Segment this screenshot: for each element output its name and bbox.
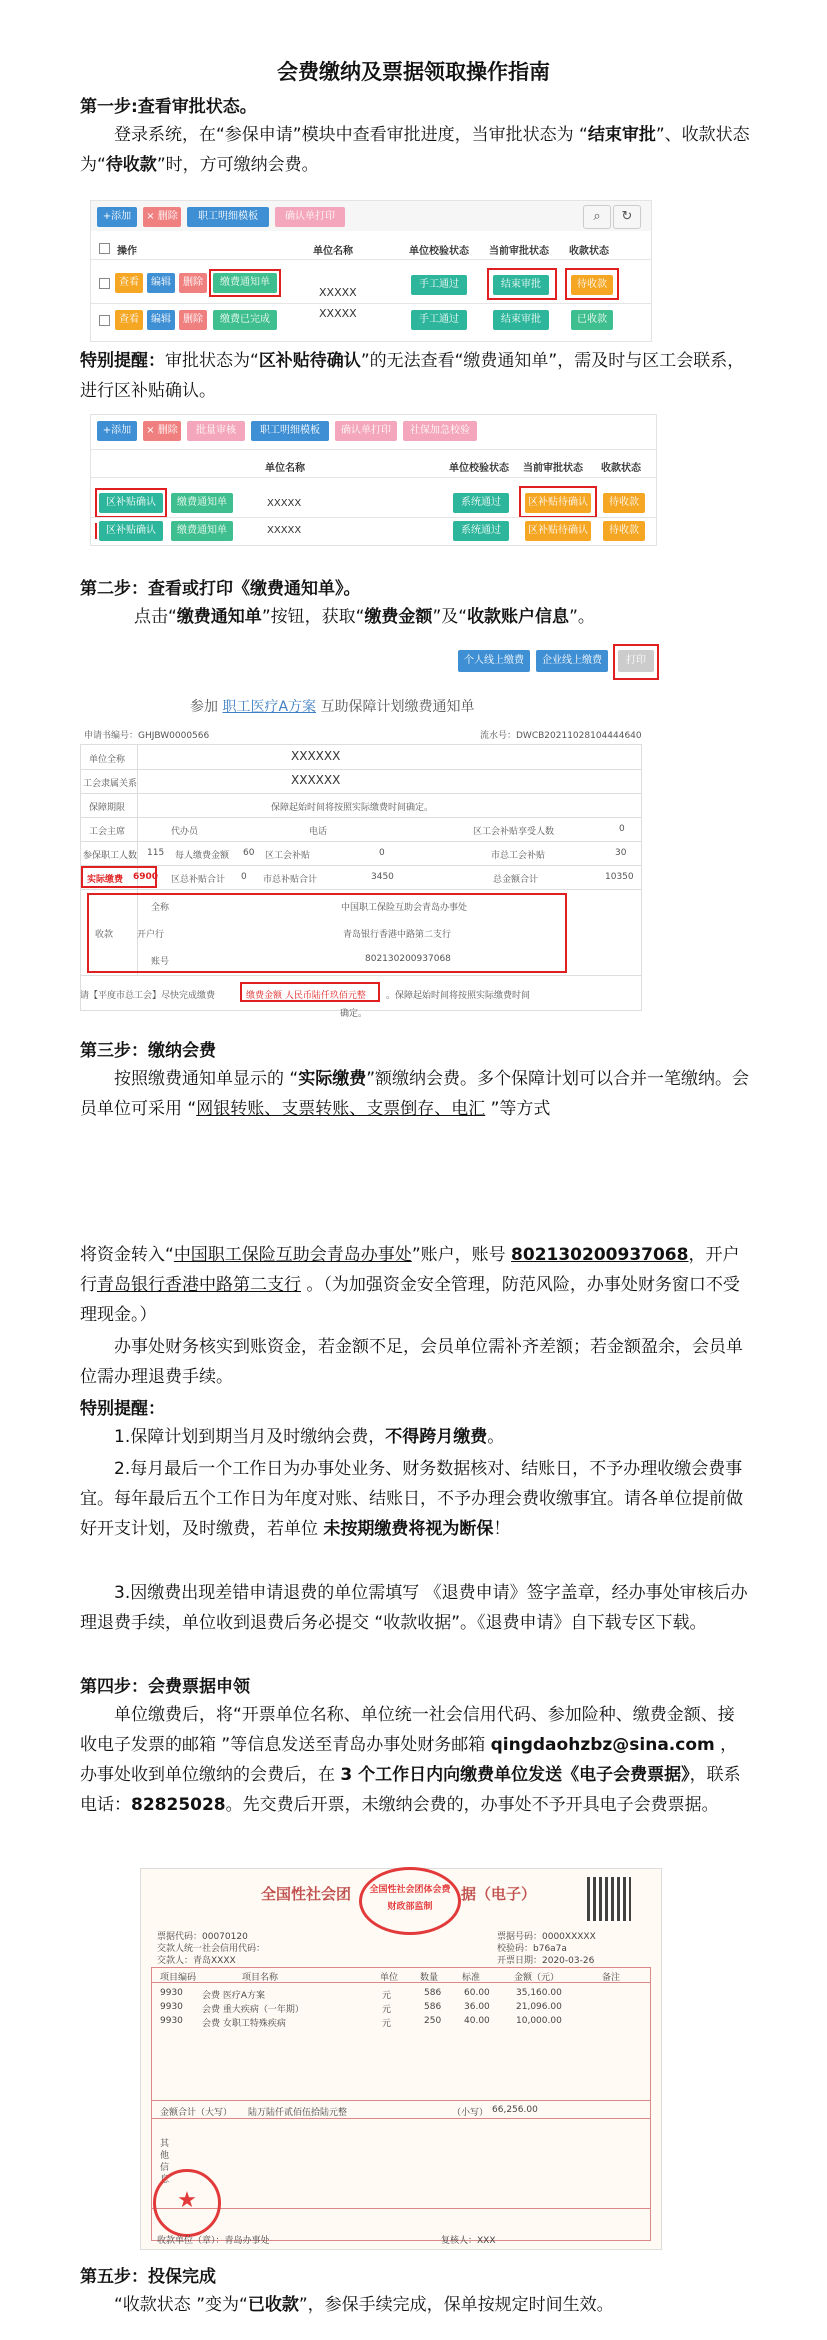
step3-heading: 第三步：缴纳会费 (80, 1041, 216, 1061)
add-button[interactable]: +添加 (97, 207, 137, 227)
print-button[interactable]: 打印 (618, 650, 654, 672)
per-person-label: 每人缴费金额 (175, 851, 230, 861)
note-item-2: 2.每月最后一个工作日为办事处业务、财务数据核对、结账日，不予办理收缴会费事宜。每年最后五个工作日为年度对账、结账日，不予办理会费收缴事宜。请各单位提前做好开支计划，及时缴费，若单位 未按期缴费将视为断保！ (80, 1459, 743, 1539)
subsidy-confirm-button[interactable]: 区补贴确认 (99, 493, 163, 513)
edit-button[interactable]: 编辑 (147, 310, 175, 330)
approval-status-badge: 结束审批 (493, 310, 549, 330)
city-total-label: 市总补贴合计 (263, 875, 318, 885)
item-name: 会费 重大疾病（一年期） (202, 2005, 304, 2015)
step3-paragraph2: 将资金转入“中国职工保险互助会青岛办事处”账户，账号 802130200937068，开户行青岛银行香港中路第二支行 。（为加强资金安全管理，防范风险，办事处财务窗口不受理现金。） (80, 1245, 740, 1325)
col-header: 金额（元） (514, 1973, 560, 1983)
district-total-value: 0 (241, 872, 247, 882)
view-button[interactable]: 查看 (115, 273, 143, 293)
qr-code-icon (587, 1877, 631, 1921)
step4-paragraph: 单位缴费后，将“开票单位名称、单位统一社会信用代码、参加险种、缴费金额、接收电子发票的邮箱 ”等信息发送至青岛办事处财务邮箱 qingdaohzbz@sina.com ，办事处收到单位缴纳的会费后，在 3 个工作日内向缴费单位发送《电子会费票据》，联系电话：82825028。先交费后开票，未缴纳会费的，办事处不予开具电子会费票据。 (80, 1705, 741, 1815)
application-no: 申请书编号：GHJBW0000566 (84, 731, 210, 741)
unit-name: XXXXX (267, 525, 302, 536)
invoice-number: 票据号码：0000XXXXX (497, 1932, 596, 1942)
item-amount: 21,096.00 (516, 2002, 562, 2012)
period-value: 保障起始时间将按照实际缴费时间确定。 (271, 803, 434, 813)
payment-status-badge: 待收款 (571, 275, 613, 295)
insured-count-label: 参保职工人数 (83, 851, 138, 861)
agent-label: 代办员 (171, 827, 199, 837)
staff-template-button[interactable]: 职工明细模板 (251, 421, 329, 441)
col-header: 数量 (420, 1973, 439, 1983)
refresh-icon[interactable]: ↻ (613, 205, 641, 229)
print-confirm-button[interactable]: 确认单打印 (335, 421, 397, 441)
item-code: 9930 (160, 2002, 183, 2012)
subsidy-count-label: 区工会补贴享受人数 (473, 827, 555, 837)
note-item-1: 1.保障计划到期当月及时缴纳会费，不得跨月缴费。 (114, 1427, 505, 1447)
item-name: 会费 医疗A方案 (202, 1991, 266, 2001)
district-subsidy-label: 区工会补贴 (265, 851, 311, 861)
unit-value: XXXXXX (291, 749, 341, 763)
note-item-3: 3.因缴费出现差错申请退费的单位需填写 《退费申请》签字盖章，经办事处审核后办理退费手续，单位收到退费后务必提交 “收款收据”。《退费申请》自下载专区下载。 (80, 1583, 748, 1633)
payment-status-badge: 待收款 (603, 521, 645, 541)
item-qty: 586 (424, 2002, 442, 2012)
add-button[interactable]: +添加 (97, 421, 137, 441)
subsidy-list-screenshot (90, 414, 657, 546)
check-status-badge: 系统通过 (453, 521, 509, 541)
delete-button[interactable]: × 删除 (143, 421, 181, 441)
notice-footer-amount: 缴费金额 人民币陆仟玖佰元整 (246, 991, 366, 1001)
col-header: 操作 (117, 246, 137, 257)
item-name: 会费 女职工特殊疾病 (202, 2019, 286, 2029)
batch-review-button[interactable]: 批量审核 (187, 421, 245, 441)
step3-paragraph1: 按照缴费通知单显示的 “实际缴费”额缴纳会费。多个保障计划可以合并一笔缴纳。会员单位可采用 “网银转账、支票转账、支票倒存、电汇 ”等方式 (80, 1069, 750, 1119)
phone-label: 电话 (309, 827, 328, 837)
step4-heading: 第四步：会费票据申领 (80, 1677, 250, 1697)
view-button[interactable]: 查看 (115, 310, 143, 330)
check-code: 校验码：b76a7a (497, 1944, 567, 1954)
e-invoice-image (140, 1868, 662, 2250)
city-subsidy-label: 市总工会补贴 (491, 851, 546, 861)
item-price: 36.00 (464, 2002, 490, 2012)
print-confirm-button[interactable]: 确认单打印 (275, 207, 345, 227)
company-pay-button[interactable]: 企业线上缴费 (536, 650, 608, 672)
per-person-value: 60 (243, 848, 255, 858)
col-header: 备注 (602, 1973, 621, 1983)
memo-label: 其他信息 (160, 2139, 170, 2185)
notice-footer-a: 请【平度市总工会】尽快完成缴费 (80, 991, 216, 1001)
col-header: 单位 (380, 1973, 399, 1983)
row-delete-button[interactable]: 删除 (179, 310, 207, 330)
actual-payment-value: 6900 (133, 872, 159, 882)
district-total-label: 区总补贴合计 (171, 875, 226, 885)
item-unit: 元 (382, 2019, 392, 2029)
row-delete-button[interactable]: 删除 (179, 273, 207, 293)
personal-pay-button[interactable]: 个人线上缴费 (458, 650, 530, 672)
invoice-title-b: 据（电子） (461, 1885, 537, 1903)
notice-title: 参加 职工医疗A方案 互助保障计划缴费通知单 (190, 699, 475, 715)
check-status-badge: 手工通过 (411, 310, 467, 330)
invoice-table (151, 1967, 651, 2241)
chairman-label: 工会主席 (89, 827, 126, 837)
finance-seal: 全国性社会团体会费 财政部监制 (359, 1867, 461, 1935)
payment-status-badge: 待收款 (603, 493, 645, 513)
step3-note-heading: 特别提醒： (80, 1399, 165, 1419)
invoice-code: 票据代码：00070120 (157, 1932, 248, 1942)
col-header: 项目名称 (242, 1973, 279, 1983)
select-all-checkbox[interactable] (99, 243, 110, 254)
step1-note: 特别提醒：审批状态为“区补贴待确认”的无法查看“缴费通知单”，需及时与区工会联系，进行区补贴确认。 (80, 351, 745, 401)
total-lower-label: （小写） (452, 2108, 489, 2118)
serial-no: 流水号：DWCB20211028104444640 (480, 731, 642, 741)
step2-paragraph: 点击“缴费通知单”按钮，获取“缴费金额”及“收款账户信息”。 (134, 607, 595, 627)
social-urgent-check-button[interactable]: 社保加急校验 (403, 421, 477, 441)
notice-table (80, 744, 642, 1011)
account-value: 802130200937068 (365, 954, 451, 964)
item-unit: 元 (382, 1991, 392, 2001)
account-label: 账号 (151, 957, 170, 967)
step5-heading: 第五步：投保完成 (80, 2267, 216, 2287)
approval-list-screenshot (90, 200, 652, 342)
payment-notice-button[interactable]: 缴费通知单 (171, 493, 233, 513)
unit-name: XXXXX (267, 498, 302, 509)
receiver-label: 收款 (95, 930, 114, 940)
approval-status-badge: 区补贴待确认 (525, 521, 591, 541)
item-unit: 元 (382, 2005, 392, 2015)
payment-done-button[interactable]: 缴费已完成 (213, 310, 277, 330)
notice-footer-c: 。保障起始时间将按照实际缴费时间 (386, 991, 531, 1001)
col-header: 单位名称 (313, 246, 353, 257)
notice-footer-d: 确定。 (340, 1009, 368, 1019)
payment-notice-button[interactable]: 缴费通知单 (171, 521, 233, 541)
staff-template-button[interactable]: 职工明细模板 (187, 207, 269, 227)
payment-status-badge: 已收款 (571, 310, 613, 330)
approval-status-badge: 结束审批 (493, 275, 549, 295)
reviewer-label: 复核人：XXX (441, 2236, 496, 2246)
total-upper-label: 金额合计（大写） (160, 2108, 233, 2118)
step2-heading: 第二步：查看或打印《缴费通知单》。 (80, 579, 361, 599)
item-price: 40.00 (464, 2016, 490, 2026)
col-header: 单位校验状态 (409, 246, 469, 257)
insured-count-value: 115 (147, 848, 165, 858)
item-qty: 250 (424, 2016, 442, 2026)
grand-total-value: 10350 (605, 872, 634, 882)
union-value: XXXXXX (291, 773, 341, 787)
payment-notice-button[interactable]: 缴费通知单 (213, 273, 277, 293)
item-amount: 10,000.00 (516, 2016, 562, 2026)
item-amount: 35,160.00 (516, 1988, 562, 1998)
actual-payment-label: 实际缴费 (87, 875, 124, 885)
item-code: 9930 (160, 2016, 183, 2026)
item-qty: 586 (424, 1988, 442, 1998)
total-lower-value: 66,256.00 (492, 2105, 538, 2115)
bank-label: 开户行 (137, 930, 165, 940)
col-header: 单位校验状态 (449, 463, 509, 474)
unit-label: 单位全称 (89, 755, 126, 765)
col-header: 当前审批状态 (523, 463, 583, 474)
check-status-badge: 系统通过 (453, 493, 509, 513)
period-label: 保障期限 (89, 803, 126, 813)
step3-paragraph3: 办事处财务核实到账资金，若金额不足，会员单位需补齐差额；若金额盈余，会员单位需办理退费手续。 (80, 1337, 743, 1387)
col-header: 当前审批状态 (489, 246, 549, 257)
district-subsidy-value: 0 (379, 848, 385, 858)
edit-button[interactable]: 编辑 (147, 273, 175, 293)
receiver-name-value: 中国职工保险互助会青岛办事处 (341, 903, 468, 913)
receiver-name-label: 全称 (151, 903, 170, 913)
issue-date: 开票日期：2020-03-26 (497, 1956, 595, 1966)
check-status-badge: 手工通过 (411, 275, 467, 295)
step5-paragraph: “收款状态 ”变为“已收款”，参保手续完成，保单按规定时间生效。 (114, 2295, 614, 2315)
unit-name: XXXXX (319, 307, 357, 320)
col-header: 标准 (462, 1973, 481, 1983)
invoice-title-a: 全国性社会团 (261, 1885, 352, 1903)
step1-paragraph: 登录系统，在“参保申请”模块中查看审批进度，当审批状态为 “结束审批”、收款状态为“待收款”时，方可缴纳会费。 (80, 125, 750, 175)
col-header: 收款状态 (601, 463, 641, 474)
delete-button[interactable]: × 删除 (143, 207, 181, 227)
col-header: 项目编码 (160, 1973, 197, 1983)
step1-heading: 第一步:查看审批状态。 (80, 97, 257, 117)
bank-value: 青岛银行香港中路第二支行 (343, 930, 452, 940)
col-header: 收款状态 (569, 246, 609, 257)
unit-name: XXXXX (319, 286, 357, 299)
total-upper-value: 陆万陆仟贰佰伍拾陆元整 (248, 2108, 348, 2118)
approval-status-badge: 区补贴待确认 (525, 493, 591, 513)
search-icon[interactable]: ⌕ (583, 205, 611, 229)
payer-name: 交款人：青岛XXXX (157, 1956, 236, 1966)
payer-credit-code: 交款人统一社会信用代码： (157, 1944, 266, 1954)
payee-seal: ★ (153, 2169, 221, 2237)
row-checkbox[interactable] (99, 278, 110, 289)
subsidy-count-value: 0 (619, 824, 625, 834)
item-price: 60.00 (464, 1988, 490, 1998)
city-total-value: 3450 (371, 872, 394, 882)
union-label: 工会隶属关系 (83, 779, 138, 789)
item-code: 9930 (160, 1988, 183, 1998)
row-checkbox[interactable] (99, 315, 110, 326)
subsidy-confirm-button[interactable]: 区补贴确认 (99, 521, 163, 541)
payee-label: 收款单位（章）：青岛办事处 (157, 2236, 270, 2246)
city-subsidy-value: 30 (615, 848, 627, 858)
col-header: 单位名称 (265, 463, 305, 474)
payment-notice-screenshot (80, 640, 660, 1020)
grand-total-label: 总金额合计 (493, 875, 539, 885)
page-title: 会费缴纳及票据领取操作指南 (277, 60, 550, 84)
